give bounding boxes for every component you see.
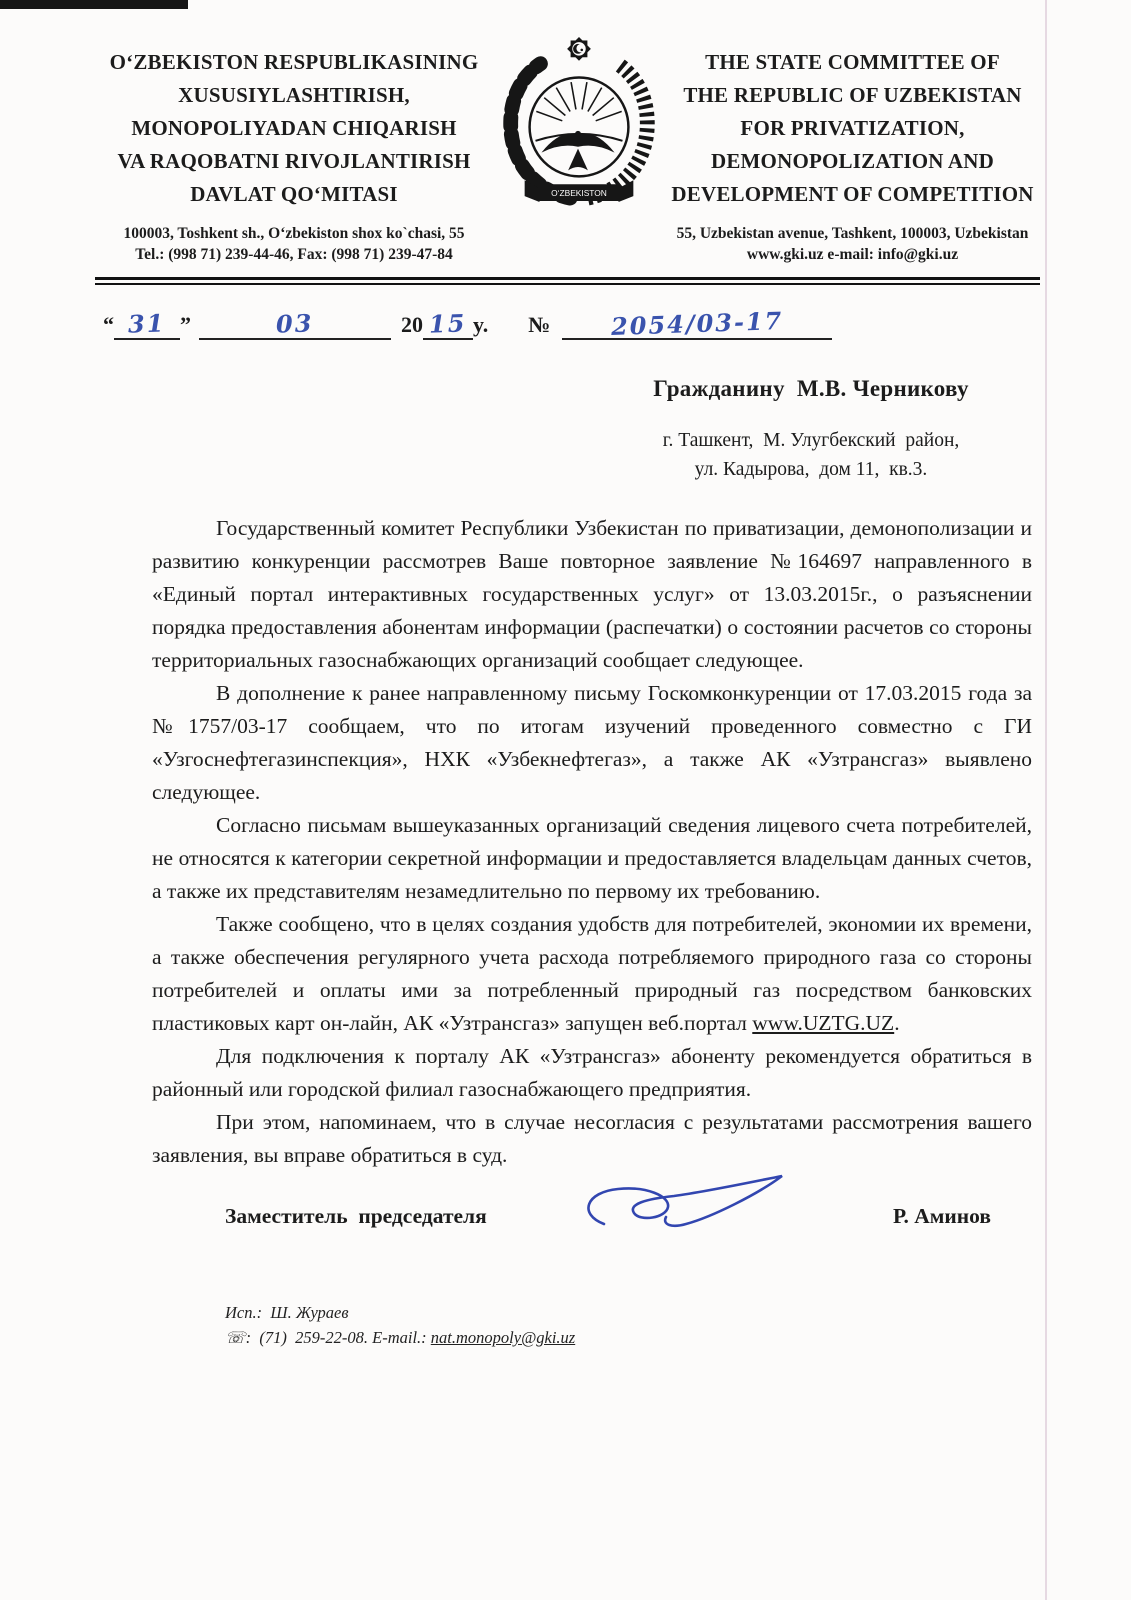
letterhead-divider [95,277,1040,285]
uztg-portal-url-text: www.UZTG.UZ [752,1011,895,1035]
letterhead [0,0,1131,265]
number-sign: № [528,312,551,337]
org-en-line: FOR PRIVATIZATION, [740,116,965,140]
body-paragraph-1: Государственный комитет Республики Узбекистан по приватизации, демонополизации и развитию конкуренции рассмотрев Ваше повторное заявление №164697 направленного в «Единый портал интерактивных государственных услуг» от 13.03.2015г., о разъяснении порядка предоставления абонентам информации (распечатки) о состоянии расчетов со стороны территориальных газоснабжающих организаций сообщает следующее. [152,516,1032,672]
address-uzbek [95,223,493,265]
handwritten-month: 03 [275,308,315,339]
signer-title: Заместитель председателя [225,1203,487,1228]
org-en-line: THE STATE COMMITTEE OF [705,50,1000,74]
body-paragraph-6: При этом, напоминаем, что в случае несогласия с результатами рассмотрения вашего заявления, вы вправе обратиться в суд. [152,1110,1032,1167]
year-unit: y. [473,312,489,337]
addressee-name: Гражданину М.В. Черникову [653,376,969,401]
org-uz-line: XUSUSIYLASHTIRISH, [178,83,410,107]
scan-artifact-bar [0,0,188,9]
org-name-english [665,46,1040,265]
executor-name: Исп.: Ш. Жураев [225,1303,349,1322]
handwritten-outgoing-number: 2054/03-17 [610,306,785,341]
signature-block [225,1198,991,1234]
addressee-block [586,376,1036,484]
address-english [665,223,1040,265]
crescent-star-icon [567,37,591,61]
paragraph-text: Также сообщено, что в целях создания удобств для потребителей, экономии их времени, а также обеспечения регулярного учета расхода потребляемого природного газа со стороны потребителей и оплаты ими за потребленный природный газ посредством банковских пластиковых карт он-лайн, АК «Узтрансгаз» запущен веб.портал [152,912,1032,1035]
executor-footer [225,1300,1131,1350]
address-uz-line: 100003, Toshkent sh., O‘zbekiston shox ko`chasi, 55 [123,225,465,242]
handwritten-day: 31 [127,308,167,339]
wreath-right-wheat [588,64,647,198]
handwritten-signature [582,1172,797,1234]
month-field [199,309,391,340]
open-quote: “ [103,312,114,337]
close-quote: ” [180,312,191,337]
day-field [114,309,180,340]
year-field [423,309,473,340]
outgoing-number-field [562,306,832,341]
wreath-left-cotton [511,64,570,198]
letter-body [152,512,1032,1172]
address-en-line: 55, Uzbekistan avenue, Tashkent, 100003, Uzbekistan [676,225,1029,242]
org-en-line: DEVELOPMENT OF COMPETITION [671,182,1034,206]
executor-email: nat.monopoly@gki.uz [430,1328,576,1347]
org-uz-line: MONOPOLIYADAN CHIQARISH [131,116,457,140]
body-paragraph-5: Для подключения к порталу АК «Узтрансгаз» абоненту рекомендуется обратиться в районный или городской филиал газоснабжающего предприятия. [152,1044,1032,1101]
body-paragraph-2: В дополнение к ранее направленному письму Госкомконкуренции от 17.03.2015 года за №1757/03-17 сообщаем, что по итогам изучений проведенного совместно с ГИ «Узгоснефтегазинспекция», НХК «Узбекнефтегаз», а также АК «Узтрансгаз» выявлено следующее. [152,681,1032,804]
executor-phone: : (71) 259-22-08. [245,1328,368,1347]
handwritten-year: 15 [428,308,468,339]
org-en-line: DEMONOPOLIZATION AND [710,149,995,173]
uzbekistan-state-emblem-icon [495,32,663,212]
org-uz-line: VA RAQOBATNI RIVOJLANTIRISH [117,149,471,173]
signer-name: Р. Аминов [893,1203,991,1228]
address-en-line: www.gki.uz e-mail: info@gki.uz [746,246,959,263]
page-edge-shadow [1045,0,1047,1600]
body-paragraph-4 [152,908,1032,1040]
org-uz-line: O‘ZBEKISTON RESPUBLIKASINING [109,50,479,74]
body-paragraph-3: Согласно письмам вышеуказанных организаций сведения лицевого счета потребителей, не относятся к категории секретной информации и предоставляется владельцам данных счетов, а также их представителям незамедлительно по первому их требованию. [152,813,1032,903]
org-uz-line: DAVLAT QO‘MITASI [190,182,398,206]
email-label: E-mail.: [372,1328,431,1347]
reference-line [103,306,1040,341]
paragraph-text: . [894,1011,900,1035]
year-prefix: 20 [401,312,423,337]
org-name-uzbek [95,46,493,265]
address-uz-line: Tel.: (998 71) 239-44-46, Fax: (998 71) 239-47-84 [135,246,453,263]
phone-icon: ☏ [225,1328,246,1347]
banner-text: O‘ZBEKISTON [551,188,607,199]
addressee-address-line: г. Ташкент, М. Улугбекский район, [662,430,960,451]
addressee-address-line: ул. Кадырова, дом 11, кв.3. [694,459,928,480]
org-en-line: THE REPUBLIC OF UZBEKISTAN [683,83,1022,107]
